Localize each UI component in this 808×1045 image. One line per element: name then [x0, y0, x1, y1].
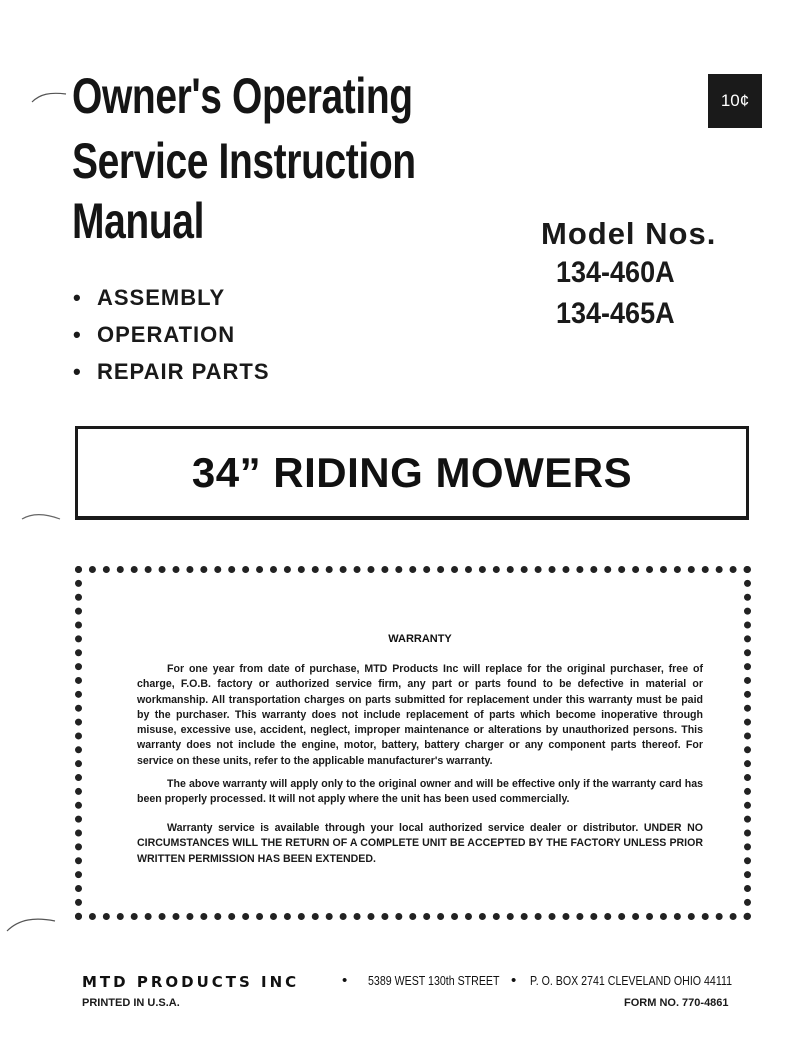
- feature-label: REPAIR PARTS: [97, 359, 270, 384]
- model-label: Model Nos.: [541, 216, 717, 251]
- model-number-2: 134-465A: [556, 297, 675, 330]
- warranty-paragraph-1-text: For one year from date of purchase, MTD Products Inc will replace for the original purchaser, free of charge, F.O.B. factory or authorized service firm, any part or parts found to be defective in material or workmanship. All transportation charges on parts submitted for replacement under this warranty must be paid by the purchaser. This warranty does not include replacement of parts which become inoperative through misuse, excessive use, accident, neglect, improper maintenance or alterations by unauthorized persons. This warranty does not include the engine, motor, battery, battery charger or any component parts thereof. For service on these units, refer to the applicable manufacturer's warranty.: [137, 663, 703, 767]
- price-badge-text: 10¢: [720, 91, 750, 110]
- scan-mark-top-left: [30, 80, 70, 110]
- title-line-1: Owner's Operating: [72, 68, 413, 124]
- model-number-1: 134-460A: [556, 256, 675, 289]
- printed-in: PRINTED IN U.S.A.: [82, 997, 180, 1009]
- feature-label: OPERATION: [97, 322, 236, 347]
- warranty-paragraph-3-text: Warranty service is available through your local authorized service dealer or distributor. UNDER NO CIRCUMSTANCES WILL THE RETURN OF A COMPLETE UNIT BE ACCEPTED BY THE FACTORY UNLESS PRIOR WRITTEN PERMISSION HAS BEEN EXTENDED.: [137, 822, 703, 865]
- price-badge: [708, 74, 762, 128]
- street-address: 5389 WEST 130th STREET: [368, 974, 500, 988]
- bullet: •: [73, 322, 82, 347]
- warranty-box: [75, 566, 751, 920]
- warranty-paragraph-2: [137, 777, 703, 808]
- warranty-paragraph-2-text: The above warranty will apply only to the original owner and will be effective only if the warranty card has been properly processed. It will not apply where the unit has been used commercially.: [137, 778, 703, 806]
- feature-item: [73, 283, 270, 320]
- title-line-3: Manual: [72, 193, 205, 249]
- po-box-address: P. O. BOX 2741 CLEVELAND OHIO 44111: [530, 974, 732, 988]
- feature-item: [73, 357, 270, 394]
- warranty-paragraph-1: [137, 662, 703, 769]
- footer-separator: •: [511, 972, 517, 989]
- company-name: MTD PRODUCTS INC: [82, 973, 300, 991]
- feature-item: [73, 320, 270, 357]
- product-banner-text: 34” RIDING MOWERS: [191, 448, 633, 496]
- bullet: •: [73, 359, 82, 384]
- warranty-paragraph-3: [137, 821, 703, 867]
- feature-label: ASSEMBLY: [97, 285, 226, 310]
- form-number: FORM NO. 770-4861: [624, 997, 729, 1009]
- scan-mark-bottom-left: [5, 905, 60, 940]
- product-banner: [75, 426, 749, 520]
- footer-separator: •: [342, 972, 348, 989]
- warranty-title: WARRANTY: [388, 633, 452, 645]
- scan-mark-mid-left: [20, 505, 65, 530]
- bullet: •: [73, 285, 82, 310]
- title-line-2: Service Instruction: [72, 133, 416, 189]
- feature-list: [73, 283, 270, 394]
